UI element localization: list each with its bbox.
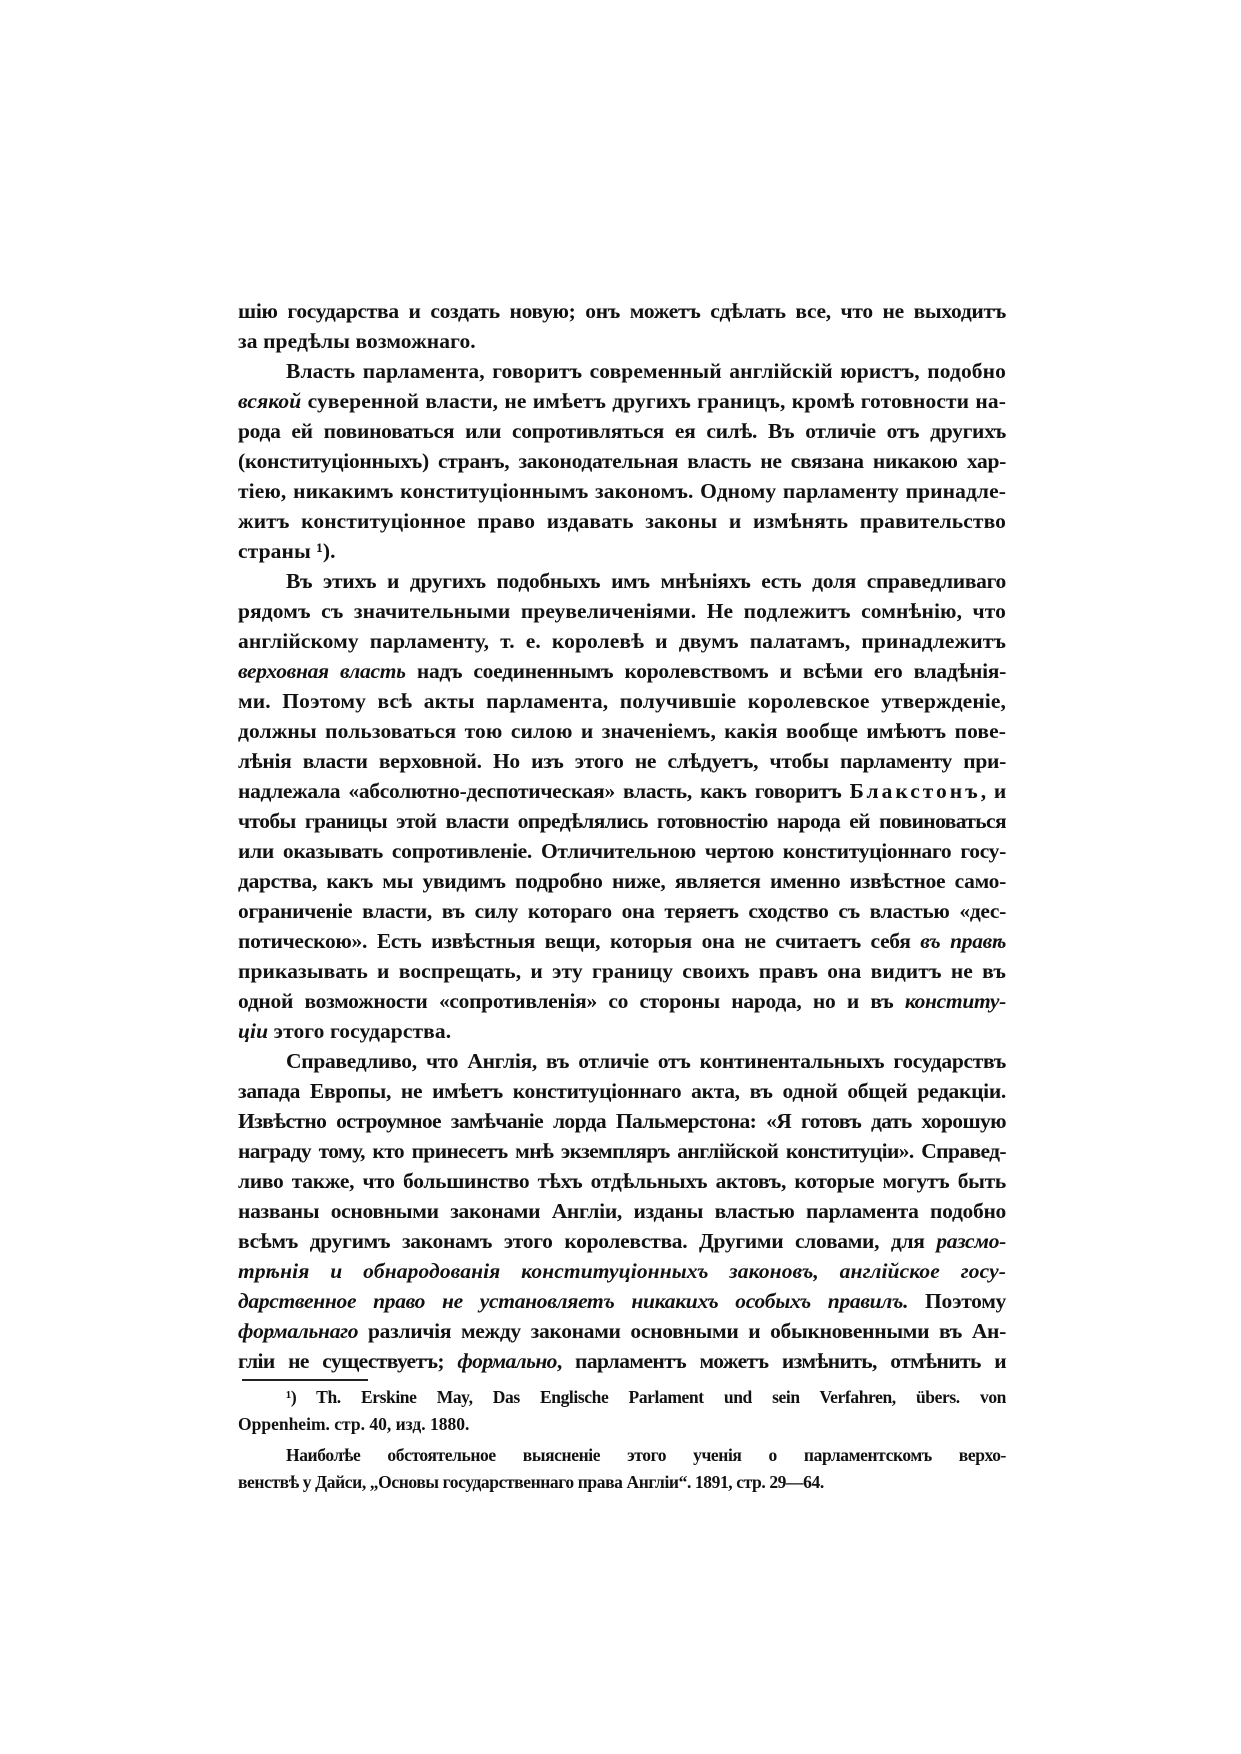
text-line (238, 1226, 1006, 1256)
text-line: или оказывать сопротивленіе. Отличительною чертою конституціоннаго госу- (238, 839, 1006, 863)
text-line: ограниченіе власти, въ силу котораго она теряетъ сходство съ властью «дес- (238, 899, 1006, 923)
text-span: этого государства. (268, 1019, 452, 1043)
footnote-line: ¹) Th. Erskine May, Das Englische Parlament und sein Verfahren, übers. von (286, 1387, 1006, 1407)
text-line: за предѣлы возможнаго. (238, 329, 476, 353)
text-line: тіею, никакимъ конституціоннымъ закономъ. Одному парламенту принадле- (238, 479, 1006, 503)
text-line (238, 1016, 1006, 1046)
text-line (238, 386, 1006, 416)
text-span: гліи не существуетъ; (238, 1349, 458, 1373)
footnote-line: венствѣ у Дайси, „Основы государственнаго права Англіи“. 1891, стр. 29—64. (238, 1472, 824, 1492)
text-line (238, 656, 1006, 686)
text-line: запада Европы, не имѣетъ конституціоннаго акта, въ одной общей редакціи. (238, 1079, 1006, 1103)
footnote-line: Oppenheim. стр. 40, изд. 1880. (238, 1414, 470, 1434)
text-line: страны ¹). (238, 539, 336, 563)
text-span: Поэтому (908, 1289, 1007, 1313)
paragraph-start: Власть парламента, говоритъ современный англійскій юристъ, подобно (286, 359, 1006, 383)
text-line (238, 986, 1006, 1016)
text-line: награду тому, кто принесетъ мнѣ экземпляръ англійской конституціи». Справед- (238, 1139, 1006, 1163)
text-line (238, 1316, 1006, 1346)
italic-text: всякой (238, 389, 302, 413)
italic-text: конститу- (904, 989, 1006, 1013)
italic-text: формальнаго (238, 1319, 359, 1343)
text-span: различія между законами основными и обыкновенными въ Ан- (358, 1319, 1006, 1343)
text-span: приказывать и воспрещать, и эту границу своихъ правъ она видитъ не въ (238, 959, 1006, 983)
text-line: шію государства и создать новую; онъ можетъ сдѣлать все, что не выходитъ (238, 299, 1006, 323)
italic-text: верховная власть (238, 659, 406, 683)
text-line: лѣнія власти верховной. Но изъ этого не слѣдуетъ, чтобы парламенту при- (238, 749, 1006, 773)
footnotes (238, 1384, 1006, 1496)
text-line: житъ конституціонное право издавать законы и измѣнять правительство (238, 509, 1006, 533)
italic-text: трѣнія и обнародованія конституціонныхъ законовъ, англійское госу- (238, 1259, 1006, 1283)
text-line: чтобы границы этой власти опредѣлялись готовностію народа ей повиноваться (238, 809, 1006, 833)
text-line (238, 1286, 1006, 1316)
spaced-name: Блакстонъ (849, 779, 981, 803)
text-line (238, 1256, 1006, 1286)
text-line: названы основными законами Англіи, изданы властью парламента подобно (238, 1199, 1006, 1223)
italic-text: ціи (238, 1019, 269, 1043)
text-line: (конституціонныхъ) странъ, законодательная власть не связана никакою хар- (238, 449, 1006, 473)
text-line: рода ей повиноваться или сопротивляться ея силѣ. Въ отличіе отъ другихъ (238, 419, 1006, 443)
text-span: суверенной власти, не имѣетъ другихъ границъ, кромѣ готовности на- (301, 389, 1006, 413)
text-line (238, 926, 1006, 956)
text-span: , и (980, 779, 1006, 803)
italic-text: разсмо- (936, 1229, 1006, 1253)
text-span: , парламентъ можетъ измѣнить, отмѣнить и (556, 1349, 1006, 1373)
text-line: ми. Поэтому всѣ акты парламента, получившіе королевское утвержденіе, (238, 689, 1006, 713)
paragraph-start: Въ этихъ и другихъ подобныхъ имъ мнѣніяхъ есть доля справедливаго (286, 569, 1006, 593)
text-line: дарства, какъ мы увидимъ подробно ниже, является именно извѣстное само- (238, 869, 1006, 893)
text-span: надлежала «абсолютно-деспотическая» власть, какъ говоритъ (238, 779, 850, 803)
footnote-divider (242, 1379, 368, 1381)
main-text (238, 296, 1006, 1376)
text-line: должны пользоваться тою силою и значеніемъ, какія вообще имѣютъ пове- (238, 719, 1006, 743)
footnote-line: Наиболѣе обстоятельное выясненіе этого ученія о парламентскомъ верхо- (286, 1445, 1006, 1465)
text-line (238, 776, 1006, 806)
text-line (238, 956, 1006, 986)
text-span: надъ соединеннымъ королевствомъ и всѣми его владѣнія- (405, 659, 1006, 683)
italic-text: дарственное право не установляетъ никакихъ особыхъ правилъ. (238, 1289, 909, 1313)
text-line: Извѣстно остроумное замѣчаніе лорда Пальмерстона: «Я готовъ дать хорошую (238, 1109, 1006, 1133)
text-line (238, 1346, 1006, 1376)
text-span: всѣмъ другимъ законамъ этого королевства. Другими словами, для (238, 1229, 937, 1253)
text-line: англійскому парламенту, т. е. королевѣ и двумъ палатамъ, принадлежитъ (238, 629, 1006, 653)
paragraph-start: Справедливо, что Англія, въ отличіе отъ континентальныхъ государствъ (286, 1049, 1006, 1073)
italic-text: въ правѣ (920, 929, 1006, 953)
italic-text: формально (457, 1349, 557, 1373)
text-line: рядомъ съ значительными преувеличеніями. Не подлежитъ сомнѣнію, что (238, 599, 1006, 623)
text-line: ливо также, что большинство тѣхъ отдѣльныхъ актовъ, которые могутъ быть (238, 1169, 1006, 1193)
text-span: потическою». Есть извѣстныя вещи, которыя она не считаетъ себя (238, 929, 921, 953)
text-span: одной возможности «сопротивленія» со стороны народа, но и въ (238, 989, 905, 1013)
